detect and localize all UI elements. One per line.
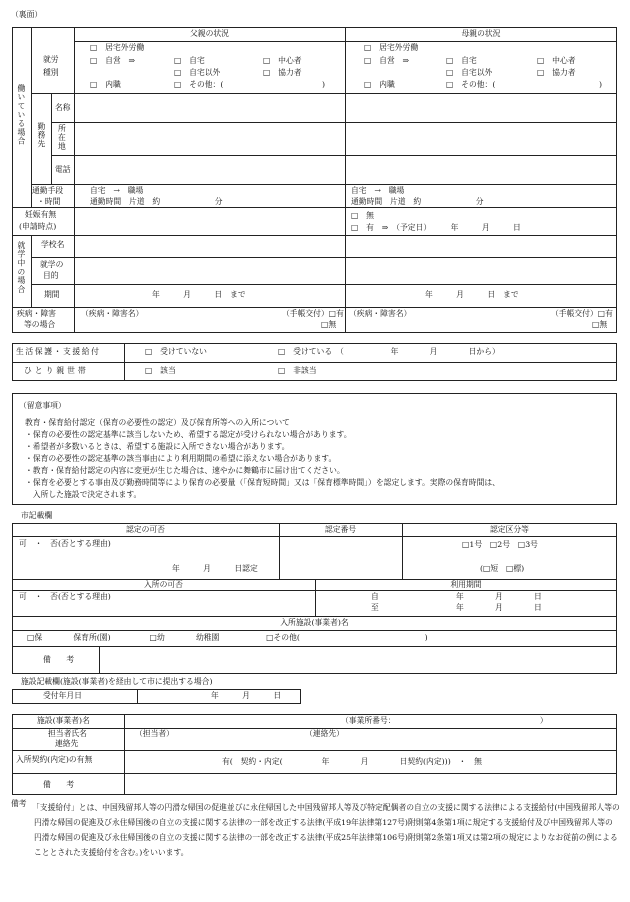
father-card-no[interactable]: □無 — [321, 320, 337, 329]
father-opt-other[interactable]: □ その他：( — [174, 80, 224, 89]
mother-opt-inner[interactable]: □ 内職 — [364, 80, 395, 89]
commute-label-1: 通勤手段 — [32, 186, 64, 195]
pregnancy-label-2: (申請時点) — [19, 222, 57, 231]
office-number[interactable]: （事業所番号： ） — [341, 716, 548, 725]
father-header: 父親の状況 — [190, 29, 229, 38]
welfare-opt-receiving[interactable]: □ 受けている （ 年 月 日から） — [278, 347, 500, 356]
footnote-text: 「支援給付」とは、中国残留邦人等の円滑な帰国の促進並びに永住帰国した中国残留邦人等及び特定配偶者の自立の支援に関する法律による支援給付(中国残留邦人等の円滑な帰国の促進及び永住帰国後の自立の支援に関する法律の一部を改正する法律(平成19年法律第127号)附則第4条第1項に規定する支援給付及び中国残留邦人等の円滑な帰国の促進及び永住帰国後の自立の支援に関する法律の一部を改正する法律(平成25年法律第106号)附則第2条第1項又は第2項の規定によりなお従前の例によることとされた支援給付を含む。)をいいます。 — [32, 803, 620, 857]
admit-header: 入所の可否 — [144, 580, 183, 589]
father-commute-time[interactable]: 通勤時間 片道 約 分 — [90, 197, 223, 206]
notes-item: ・保育の必要性の認定基準に該当しないため、希望する認定が受けられない場合があります。 — [25, 430, 352, 439]
father-opt-inner[interactable]: □ 内職 — [90, 80, 121, 89]
mother-opt-outside[interactable]: □ 居宅外労働 — [364, 43, 419, 52]
welfare-opt-none[interactable]: □ 受けていない — [145, 347, 207, 356]
facility-table — [12, 714, 617, 795]
illness-label-2: 等の場合 — [24, 320, 56, 329]
period-header: 利用期間 — [450, 580, 482, 589]
admit-judge[interactable]: 可 ・ 否(否とする理由) — [19, 592, 111, 601]
mother-opt-other[interactable]: □ その他：( — [446, 80, 496, 89]
mother-card-no[interactable]: □無 — [592, 320, 608, 329]
person-field[interactable]: （担当者） — [135, 729, 174, 738]
cert-no-header: 認定番号 — [324, 525, 357, 534]
facility-section-title: 施設記載欄(施設(事業者)を経由して市に提出する場合) — [21, 677, 213, 686]
father-other-close: ) — [322, 80, 326, 89]
father-card-yes[interactable]: （手帳交付）□有 — [282, 309, 344, 318]
workplace-label: 勤務先 — [36, 122, 46, 149]
employment-label-2: 種別 — [43, 68, 59, 77]
facility-remarks-label: 備 考 — [43, 780, 75, 789]
side-label: （裏面） — [11, 10, 43, 19]
facility-header: 入所施設(事業者)名 — [280, 618, 349, 627]
father-opt-home[interactable]: □ 自宅 — [174, 56, 205, 65]
illness-label-1: 疾病・障害 — [17, 309, 56, 318]
contract-label: 入所契約(内定)の有無 — [16, 755, 93, 764]
single-opt-yes[interactable]: □ 該当 — [145, 366, 176, 375]
address-label-3: 地 — [58, 142, 66, 151]
purpose-label-2: 目的 — [43, 271, 59, 280]
notes-item: 教育・保育給付認定（保育の必要性の認定）及び保育所等への入所について — [25, 418, 290, 427]
period-to-date[interactable]: 年 月 日 — [456, 603, 542, 612]
mother-card-yes[interactable]: （手帳交付）□有 — [551, 309, 613, 318]
cert-date[interactable]: 年 月 日認定 — [172, 564, 258, 573]
address-label-1: 所 — [58, 124, 66, 133]
father-commute-route: 自宅 → 職場 — [90, 186, 144, 195]
notes-title: （留意事項） — [19, 401, 66, 410]
school-section-label: 就学中の場合 — [16, 241, 26, 294]
single-opt-no[interactable]: □ 非該当 — [278, 366, 317, 375]
pregnancy-no[interactable]: □ 無 — [351, 211, 374, 220]
mother-opt-nothome[interactable]: □ 自宅以外 — [446, 68, 493, 77]
father-opt-center[interactable]: □ 中心者 — [263, 56, 302, 65]
cert-judge[interactable]: 可 ・ 否(否とする理由) — [19, 539, 111, 548]
school-name-label: 学校名 — [41, 240, 65, 249]
employment-label-1: 就労 — [43, 55, 59, 64]
cert-class-options[interactable]: □1号 □2号 □3号 — [462, 540, 538, 549]
period-from-label: 自 — [371, 592, 379, 601]
mother-other-close: ) — [599, 80, 603, 89]
address-label-2: 在 — [58, 133, 66, 142]
contact-field[interactable]: （連絡先） — [305, 729, 344, 738]
mother-opt-home[interactable]: □ 自宅 — [446, 56, 477, 65]
footnote-label: 備考 — [11, 799, 27, 808]
mother-commute-time[interactable]: 通勤時間 片道 約 分 — [351, 197, 484, 206]
father-opt-nothome[interactable]: □ 自宅以外 — [174, 68, 221, 77]
received-date[interactable]: 年 月 日 — [211, 691, 282, 700]
mother-illness-name[interactable]: （疾病・障害名） — [349, 309, 412, 318]
mother-commute-route: 自宅 → 職場 — [351, 186, 405, 195]
work-status-table — [12, 27, 617, 333]
pregnancy-label-1: 妊娠有無 — [25, 210, 57, 219]
city-title: 市記載欄 — [21, 511, 53, 520]
period-to-label: 至 — [371, 603, 379, 612]
cert-header: 認定の可否 — [126, 525, 165, 534]
cert-class-header: 認定区分等 — [490, 525, 529, 534]
father-opt-self[interactable]: □ 自営 ⇒ — [90, 56, 136, 65]
mother-school-period[interactable]: 年 月 日 まで — [425, 290, 519, 299]
notes-item: ・保育を必要とする事由及び勤務時間等により保育の必要量（「保育短時間」又は「保育標準時間」）を認定します。実際の保育時間は、 — [25, 478, 500, 487]
notes-item: ・保育の必要性の認定基準の該当事由により利用期間の希望に添えない場合があります。 — [25, 454, 337, 463]
father-illness-name[interactable]: （疾病・障害名） — [81, 309, 144, 318]
notes-item: 入所した施設で決定されます。 — [25, 490, 142, 499]
notes-item: ・希望者が多数いるときは、希望する施設に入所できない場合があります。 — [25, 442, 290, 451]
notes-item: ・教育・保育給付認定の内容に変更が生じた場合は、速やかに舞鶴市に届け出てください。 — [25, 466, 345, 475]
city-remarks-label: 備 考 — [43, 655, 75, 664]
mother-opt-center[interactable]: □ 中心者 — [537, 56, 576, 65]
working-section-label: 働いている場合 — [16, 84, 26, 146]
father-school-period[interactable]: 年 月 日 まで — [152, 290, 246, 299]
cert-class-sub[interactable]: (□短 □標) — [480, 564, 525, 573]
pregnancy-yes[interactable]: □ 有 ⇒ （予定日） 年 月 日 — [351, 223, 521, 232]
phone-label: 電話 — [55, 165, 71, 174]
period-from-date[interactable]: 年 月 日 — [456, 592, 542, 601]
period-label: 期間 — [44, 290, 60, 299]
contact-label-2: 連絡先 — [55, 739, 79, 748]
mother-header: 母親の状況 — [461, 29, 501, 38]
contact-label-1: 担当者氏名 — [48, 729, 87, 738]
received-label: 受付年月日 — [43, 691, 82, 700]
father-opt-helper[interactable]: □ 協力者 — [263, 68, 302, 77]
purpose-label-1: 就学の — [40, 260, 64, 269]
mother-opt-helper[interactable]: □ 協力者 — [537, 68, 576, 77]
contract-value[interactable]: 有( 契約・内定( 年 月 日契約(内定))) ・ 無 — [222, 757, 482, 766]
mother-opt-self[interactable]: □ 自営 ⇒ — [364, 56, 410, 65]
facility-options[interactable]: □保 保育所(園) □幼 幼稚園 □その他( ) — [27, 633, 428, 642]
welfare-label: 生活保護・支援給付 — [16, 347, 101, 356]
single-label: ひとり親世帯 — [24, 366, 89, 375]
commute-label-2: ・時間 — [37, 197, 61, 206]
facility-name-label: 施設(事業者)名 — [37, 716, 90, 725]
father-opt-outside[interactable]: □ 居宅外労働 — [90, 43, 145, 52]
name-label: 名称 — [55, 103, 71, 112]
